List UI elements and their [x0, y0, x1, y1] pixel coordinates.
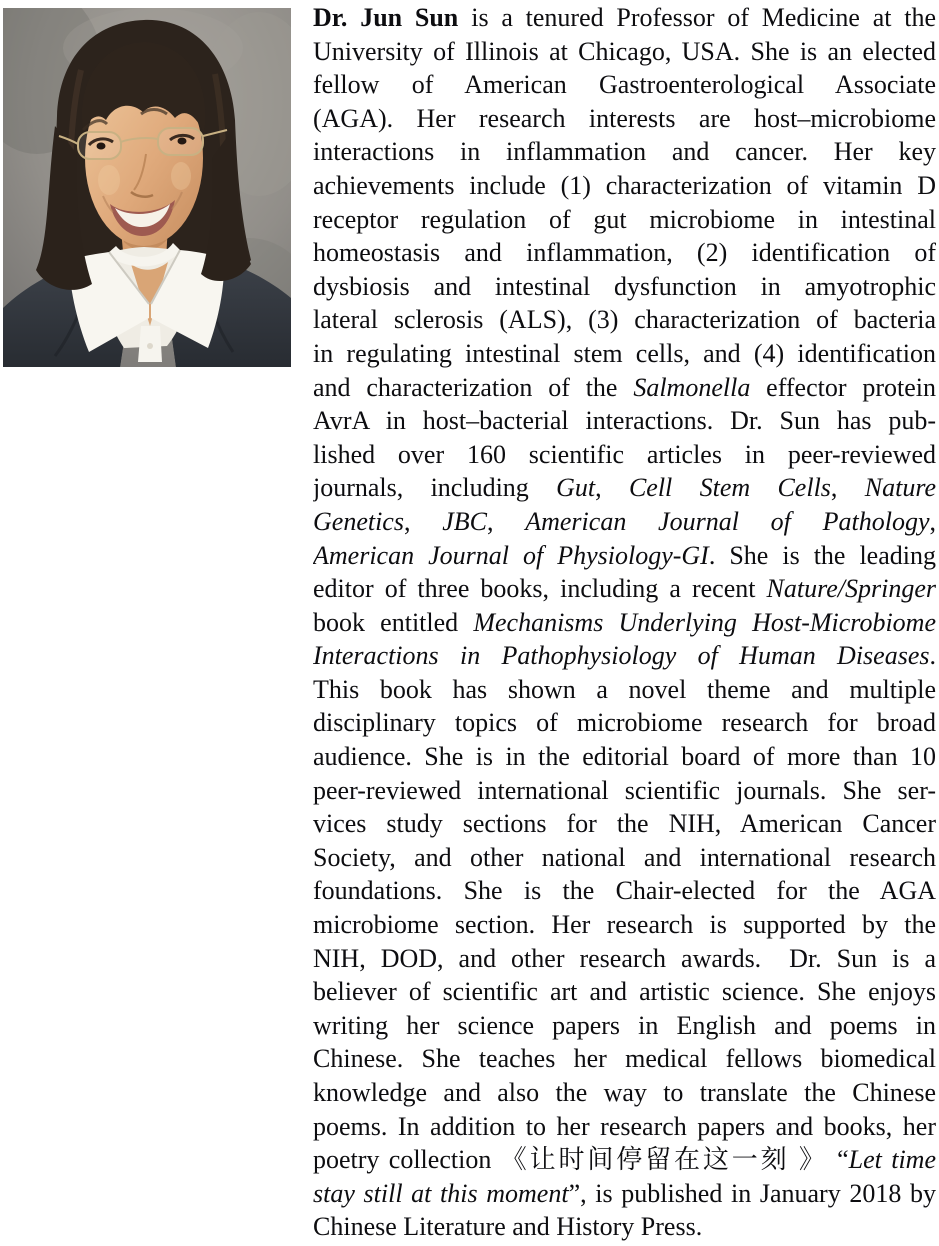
bio-line-25 [313, 807, 936, 841]
bio-text-segment: is a tenured Professor of Medicine at the [458, 3, 936, 32]
bio-line-34 [313, 1110, 936, 1144]
bio-text-segment: knowledge and also the way to translate the Chinese [313, 1078, 936, 1107]
bio-line-24 [313, 774, 936, 808]
bio-text-segment: lished over 160 scientific articles in peer-reviewed [313, 439, 936, 469]
bio-text-segment: Interactions in Pathophysiology of Human Diseases [313, 641, 930, 671]
bio-text-segment: writing her science papers in English and poems in [313, 1010, 936, 1040]
bio-text-segment: , [403, 506, 443, 536]
bio-text-segment: Chinese. She teaches her medical fellows biomedical [313, 1044, 936, 1074]
bio-text-segment: and characterization of the [313, 372, 634, 402]
bio-line-33 [313, 1076, 936, 1110]
bio-text-segment: believer of scientific art and artistic science. She enjoys [313, 977, 936, 1007]
bio-line-36 [313, 1177, 936, 1211]
bio-text-segment: achievements include (1) characterization of vitamin D [313, 170, 936, 200]
bio-text-segment: in regulating intestinal stem cells, and (4) identification [313, 338, 936, 368]
bio-text-segment: dysbiosis and intestinal dysfunction in amyotrophic [313, 271, 936, 301]
bio-text-segment: disciplinary topics of microbiome research for broad [313, 708, 936, 738]
bio-line-5 [313, 135, 936, 169]
bio-text-segment: Nature [864, 473, 936, 503]
bio-line-18 [313, 572, 936, 606]
bio-line-3 [313, 68, 936, 102]
bio-text-segment: , [830, 473, 865, 503]
bio-line-29 [313, 942, 936, 976]
bio-line-7 [313, 203, 936, 237]
bio-text-segment: American Journal of Physiology-GI [313, 540, 709, 570]
bio-text-segment: effector protein [750, 372, 936, 402]
bio-text-segment: ”, is published in January 2018 by [568, 1178, 936, 1208]
portrait-photo [3, 8, 291, 367]
bio-line-12 [313, 371, 936, 405]
bio-line-16 [313, 505, 936, 539]
bio-line-35 [313, 1143, 936, 1177]
bio-text-segment: lateral sclerosis (ALS), (3) characterization of bacteria [313, 305, 936, 335]
bio-text-segment: JBC [442, 506, 487, 536]
bio-text-segment: fellow of American Gastroenterological Associate [313, 70, 936, 100]
bio-line-23 [313, 740, 936, 774]
bio-text-segment: foundations. She is the Chair-elected for the AGA [313, 876, 936, 906]
bio-line-21 [313, 673, 936, 707]
bio-text-segment: Nature/Springer [766, 574, 936, 604]
bio-line-4 [313, 102, 936, 136]
bio-text-segment: editor of three books, including a recent [313, 574, 767, 604]
bio-text-segment: receptor regulation of gut microbiome in intestinal [313, 204, 936, 234]
bio-line-26 [313, 841, 936, 875]
bio-text-segment: This book has shown a novel theme and multiple [313, 674, 936, 704]
bio-line-28 [313, 908, 936, 942]
bio-text-segment: Dr. Jun Sun [313, 3, 459, 32]
bio-text-segment: Salmonella [633, 372, 751, 402]
bio-text-segment: University of Illinois at Chicago, USA. She is an elected [313, 36, 936, 66]
bio-text-segment: audience. She is in the editorial board of more than 10 [313, 742, 936, 772]
bio-text-segment: stay still at this moment [313, 1178, 569, 1208]
bio-line-10 [313, 303, 936, 337]
bio-text-segment: Mechanisms Underlying Host-Microbiome [473, 607, 936, 637]
bio-text-segment: book entitled [313, 607, 474, 637]
bio-text-segment: , [929, 506, 936, 536]
bio-text-segment: vices study sections for the NIH, American Cancer [313, 809, 936, 839]
bio-line-22 [313, 706, 936, 740]
bio-text-segment: Gut [556, 473, 596, 503]
bio-text [313, 1, 936, 1244]
bio-line-27 [313, 874, 936, 908]
bio-line-30 [313, 975, 936, 1009]
bio-line-37 [313, 1210, 936, 1244]
bio-text-segment: interactions in inflammation and cancer. Her key [313, 137, 936, 167]
bio-text-segment: peer-reviewed international scientific journals. She ser- [313, 775, 936, 805]
bio-text-segment: , [595, 473, 629, 503]
bio-text-segment: American Journal of Pathology [525, 506, 930, 536]
bio-text-segment: . [929, 641, 936, 671]
bio-line-20 [313, 639, 936, 673]
bio-text-segment: , [486, 506, 526, 536]
bio-text-segment: Genetics [313, 506, 404, 536]
bio-line-8 [313, 236, 936, 270]
portrait-illustration [3, 8, 291, 367]
bio-text-segment: microbiome section. Her research is supported by the [313, 910, 936, 940]
bio-line-19 [313, 606, 936, 640]
bio-text-segment: NIH, DOD, and other research awards. Dr. Sun is a [313, 943, 936, 973]
bio-text-segment: Society, and other national and international research [313, 842, 936, 872]
bio-text-segment: poems. In addition to her research papers and books, her [313, 1111, 936, 1141]
bio-line-32 [313, 1042, 936, 1076]
bio-line-15 [313, 471, 936, 505]
bio-text-segment: Cell Stem Cells [628, 473, 831, 503]
bio-line-2 [313, 35, 936, 69]
bio-line-11 [313, 337, 936, 371]
bio-line-1 [313, 1, 936, 35]
bio-text-segment: Let time [848, 1145, 936, 1175]
bio-line-14 [313, 438, 936, 472]
bio-text-segment: (AGA). Her research interests are host–microbiome [313, 103, 936, 133]
bio-text-segment: poetry collection 《让时间停留在这一刻 》 “ [313, 1145, 849, 1175]
bio-line-6 [313, 169, 936, 203]
bio-line-31 [313, 1009, 936, 1043]
bio-text-segment: journals, including [313, 473, 557, 503]
bio-text-segment: . She is the leading [708, 540, 936, 570]
bio-line-17 [313, 539, 936, 573]
bio-text-segment: Chinese Literature and History Press. [313, 1212, 703, 1242]
bio-line-9 [313, 270, 936, 304]
bio-text-segment: AvrA in host–bacterial interactions. Dr. Sun has pub- [313, 406, 936, 436]
bio-line-13 [313, 404, 936, 438]
bio-text-segment: homeostasis and inflammation, (2) identification of [313, 238, 936, 268]
